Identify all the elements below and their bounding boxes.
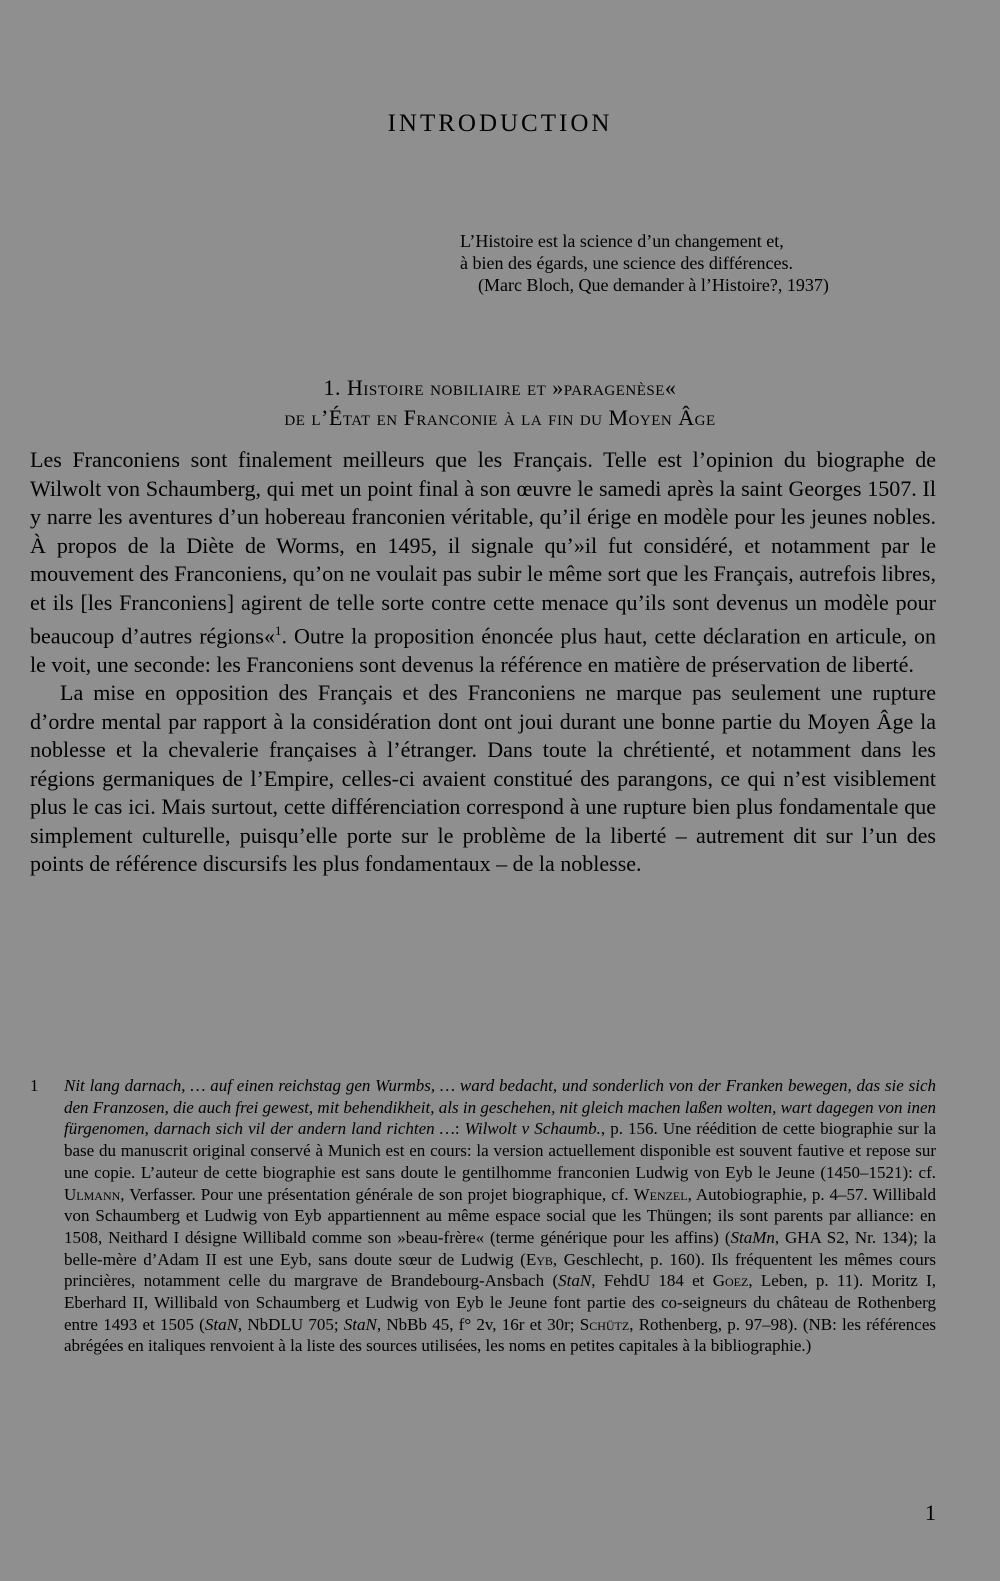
author-reference: Schütz [579,1314,630,1334]
footnote-segment: , p. 156. Une réédition de cette biographie sur la base du manuscrit original conservé à Munich est en cours: la version actuellement disponible est souvent fautive et repose sur une copie. L’auteur de cette biographie est sans doute le gentilhomme franconien Ludwig von Eyb le Jeune (1450–1521): cf. [64,1119,936,1182]
section-heading-line: 1. Histoire nobiliaire et »paragenèse« [323,375,677,400]
epigraph-line: L’Histoire est la science d’un changement et, [460,231,784,251]
paragraph-text: . Outre la proposition énoncée plus haut, cette déclaration en articule, on le voit, une seconde: les Franconiens sont devenus la référence en matière de préservation de liberté. [30,623,936,677]
footnote-segment: , Leben, p. 11). Moritz I, Eberhard II, Willibald von Schaumberg et Ludwig von Eyb le Jeune font partie des co-seigneurs du château de Rothenberg entre 1493 et 1505 ( [64,1271,937,1334]
source-abbreviation: StaMn [730,1227,775,1247]
footnote-segment: , NbBb 45, f° 2v, 16r et 30r; [376,1314,580,1334]
source-abbreviation: StaN [343,1314,377,1334]
author-reference: Goez [712,1271,749,1291]
page-number: 1 [925,1500,936,1525]
footnote-segment: , Autobiographie, p. 4–57. Willibald von Schaumberg et Ludwig von Eyb appartiennent au même espace social que les Thüngen; ils sont parents par alliance: en 1508, Neithard I désigne Willibald comme son »beau-frère« (terme générique pour les affins) ( [64,1184,936,1247]
footnote-quote: Nit lang darnach, … auf einen reichstag gen Wurmbs, … ward bedacht, und sonderlich von der Franken bewegen, das sie sich den Franzosen, die auch frei gewest, mit behendikheit, als in geschehen, nit gleich machen laßen wolten, wart dagegen von inen fürgenomen, darnach sich vil der andern land richten … [64,1076,936,1139]
section-heading [0,373,1000,433]
footnote-segment: , GHA S2, Nr. 134); la belle-mère d’Adam II est une Eyb, sans doute sœur de Ludwig ( [64,1227,936,1269]
footnote-segment: , FehdU 184 et [591,1271,713,1291]
epigraph-line: à bien des égards, une science des différences. [460,253,794,273]
footnote-segment: : [454,1119,465,1139]
page-title: INTRODUCTION [387,110,613,137]
author-reference: Ulmann [64,1184,121,1204]
source-abbreviation: Wilwolt v Schaumb. [464,1119,601,1139]
paragraph [30,446,936,679]
section-heading-line: de l’État en Franconie à la fin du Moyen Âge [284,405,716,430]
paragraph-text: Les Franconiens sont finalement meilleurs que les Français. Telle est l’opinion du biographe de Wilwolt von Schaumberg, qui met un point final à son œuvre le samedi après la saint Georges 1507. Il y narre les aventures d’un hobereau franconien véritable, qu’il érige en modèle pour les jeunes nobles. À propos de la Diète de Worms, en 1495, il signale qu’»il fut considéré, et notamment par le mouvement des Franconiens, qu’on ne voulait pas subir le même sort que les Français, autrefois libres, et ils [les Franconiens] agirent de telle sorte contre cette menace qu’ils sont devenus un modèle pour beaucoup d’autres régions« [30,447,936,649]
footnote-segment: , Verfasser. Pour une présentation générale de son projet biographique, cf. [120,1184,634,1204]
source-abbreviation: StaN [204,1314,238,1334]
epigraph-citation: (Marc Bloch, Que demander à l’Histoire?, 1937) [478,275,829,295]
footnote-segment: , Rothenberg, p. 97–98). (NB: les références abrégées en italiques renvoient à la liste des sources utilisées, les noms en petites capitales à la bibliographie.) [64,1314,936,1356]
footnote-segment: , Geschlecht, p. 160). Ils fréquentent les mêmes cours princières, notamment celle du margrave de Brandebourg-Ansbach ( [64,1249,936,1291]
epigraph [460,230,880,296]
author-reference: Eyb [525,1249,553,1269]
paragraph: La mise en opposition des Français et des Franconiens ne marque pas seulement une rupture d’ordre mental par rapport à la considération dont ont joui durant une bonne partie du Moyen Âge la noblesse et la chevalerie françaises à l’étranger. Dans toute la chrétienté, et notamment dans les régions germaniques de l’Empire, celles-ci avaient constitué des parangons, ce qui n’est visiblement plus le cas ici. Mais surtout, cette différenciation correspond à une rupture bien plus fondamentale que simplement culturelle, puisqu’elle porte sur le problème de la liberté – autrement dit sur l’un des points de référence discursifs les plus fondamentaux – de la noblesse. [30,680,936,877]
footnote-text [64,1075,936,1357]
footnote-number: 1 [30,1076,39,1095]
body-text [30,446,936,879]
footnote-reference[interactable]: 1 [274,623,282,638]
source-abbreviation: StaN [558,1271,592,1291]
author-reference: Wenzel [633,1184,688,1204]
footnote [30,1075,936,1357]
footnote-segment: , NbDLU 705; [237,1314,344,1334]
